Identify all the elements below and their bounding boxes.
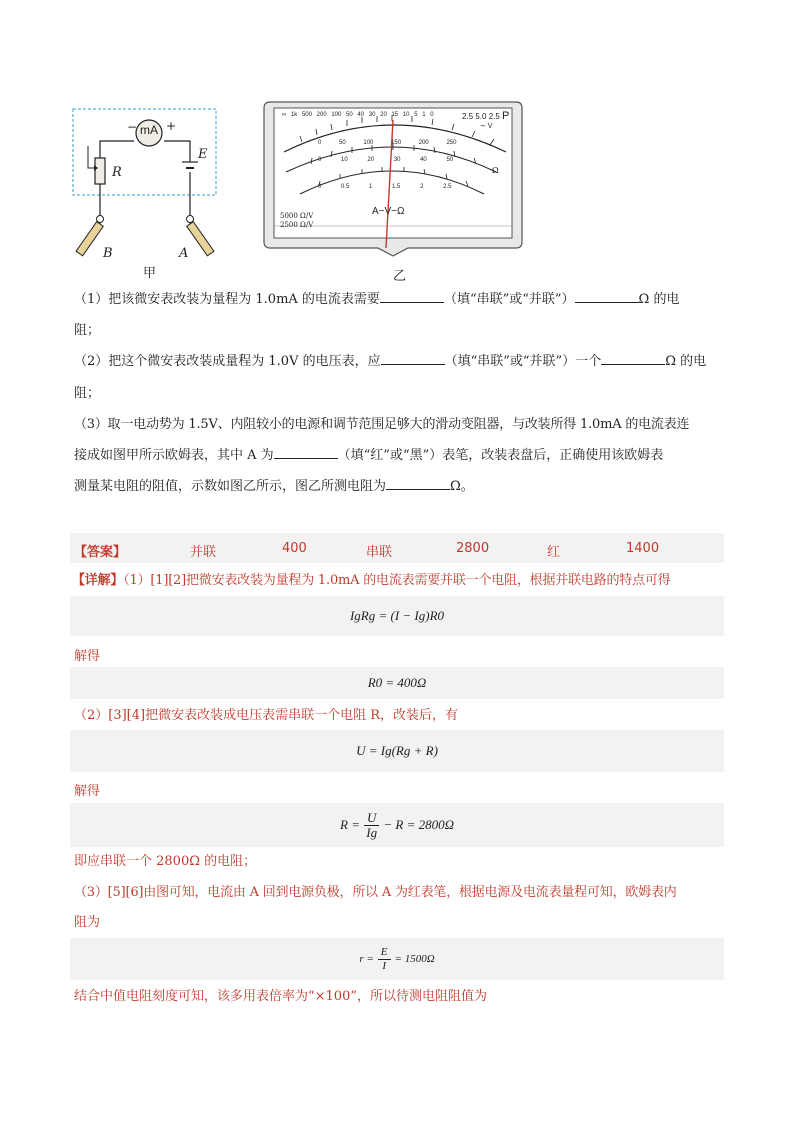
question-3: （3）取一电动势为 1.5V、内阻较小的电源和调节范围足够大的滑动变阻器，与改装所得 1.0mA 的电流表连 bbox=[74, 417, 690, 432]
ohm-tick: ∞ bbox=[282, 112, 287, 118]
plus-sign: + bbox=[166, 119, 177, 133]
f5-den: I bbox=[382, 959, 386, 972]
minus-sign: − bbox=[127, 120, 138, 134]
answer-bar bbox=[70, 533, 724, 563]
dial-note-1: 5000 Ω/V bbox=[280, 212, 314, 220]
ohm-tick: 0 bbox=[430, 112, 434, 118]
dial-top-right bbox=[462, 110, 509, 122]
mid2-tick: 50 bbox=[446, 157, 454, 163]
source-label: E bbox=[198, 147, 208, 162]
ohm-tick: 40 bbox=[357, 112, 365, 118]
question-1-cont: 阻； bbox=[74, 323, 101, 338]
range-label: 2.5 5.0 2.5 bbox=[462, 112, 500, 121]
q1-text: （1）把该微安表改装为量程为 1.0mA 的电流表需要 bbox=[74, 292, 380, 307]
question-2 bbox=[74, 352, 724, 372]
dial-low-scale bbox=[318, 184, 478, 190]
mid-tick: 0 bbox=[318, 140, 322, 146]
figure-caption-jia: 甲 bbox=[143, 266, 157, 281]
q2-blank-1[interactable] bbox=[381, 352, 445, 365]
mid-tick: 150 bbox=[391, 140, 402, 146]
f4-left: R = bbox=[340, 817, 360, 832]
dial-mid-scale2 bbox=[318, 157, 488, 163]
answer-item: 红 bbox=[547, 545, 561, 560]
f5-fraction bbox=[378, 946, 391, 973]
answer-item: 并联 bbox=[190, 545, 217, 560]
q3-blank-2[interactable] bbox=[386, 477, 450, 490]
mid2-tick: 0 bbox=[318, 157, 322, 163]
detail-p5: 结合中值电阻刻度可知，该多用表倍率为“×100”，所以待测电阻阻值为 bbox=[74, 989, 487, 1004]
f4-num: U bbox=[364, 811, 379, 826]
answer-item: 2800 bbox=[456, 541, 490, 556]
mid-tick: 50 bbox=[339, 140, 346, 146]
f5-left: r = bbox=[359, 953, 374, 965]
low-tick: 0 bbox=[318, 184, 322, 190]
dial-ac-sub: ∼ V bbox=[480, 123, 493, 130]
resistor-label: R bbox=[112, 165, 122, 180]
dial-center-label: A−V−Ω bbox=[372, 206, 405, 217]
formula-1: IgRg = (I − Ig)R0 bbox=[70, 596, 724, 636]
f5-right: = 1500Ω bbox=[394, 953, 435, 965]
probe-b-label: B bbox=[103, 246, 113, 261]
low-tick: 1.5 bbox=[392, 184, 401, 190]
solve-label-2: 解得 bbox=[74, 784, 101, 799]
ohm-tick: 200 bbox=[316, 112, 327, 118]
figure-caption-yi: 乙 bbox=[393, 269, 407, 284]
formula-5 bbox=[70, 938, 724, 980]
q3-blank-1[interactable] bbox=[274, 446, 338, 459]
answer-label: 【答案】 bbox=[74, 545, 127, 560]
low-tick: 1 bbox=[369, 184, 373, 190]
ohm-tick: 15 bbox=[391, 112, 399, 118]
ohm-tick: 1 bbox=[422, 112, 426, 118]
detail-p2: （2）[3][4]把微安表改装成电压表需串联一个电阻 R，改装后，有 bbox=[74, 708, 459, 723]
q1-blank-2[interactable] bbox=[575, 290, 639, 303]
answer-item: 1400 bbox=[626, 541, 660, 556]
detail-p4b: 阻为 bbox=[74, 915, 101, 930]
detail-p4a: （3）[5][6]由图可知，电流由 A 回到电源负极，所以 A 为红表笔，根据电源及电流表量程可知，欧姆表内 bbox=[74, 885, 677, 900]
f4-fraction bbox=[364, 811, 379, 840]
low-tick: 2 bbox=[420, 184, 424, 190]
ohm-tick: 20 bbox=[380, 112, 387, 118]
answer-item: 400 bbox=[282, 541, 307, 556]
probe-a-label: A bbox=[179, 246, 189, 261]
q2-text: （2）把这个微安表改装成量程为 1.0V 的电压表，应 bbox=[74, 354, 381, 369]
q2-text-c: Ω 的电 bbox=[665, 354, 707, 369]
low-tick: 0.5 bbox=[341, 184, 350, 190]
q3-text-e: Ω。 bbox=[450, 479, 474, 494]
formula-3: U = Ig(Rg + R) bbox=[70, 730, 724, 772]
mid2-tick: 40 bbox=[420, 157, 427, 163]
question-3-line3 bbox=[74, 477, 724, 497]
detail-p1 bbox=[72, 571, 724, 591]
mid2-tick: 30 bbox=[393, 157, 401, 163]
formula-4 bbox=[70, 803, 724, 847]
mid2-tick: 10 bbox=[341, 157, 348, 163]
dial-omega-unit: Ω bbox=[492, 166, 499, 175]
ohm-tick: 500 bbox=[301, 112, 312, 118]
q3-text-c: （填“红”或“黑”）表笔，改装表盘后，正确使用该欧姆表 bbox=[337, 448, 664, 463]
detail-p1-text: （1）[1][2]把微安表改装为量程为 1.0mA 的电流表需要并联一个电阻，根据并联电路的特点可得 bbox=[123, 573, 671, 588]
question-3-line2 bbox=[74, 446, 724, 466]
q1-text-b: （填“串联”或“并联”） bbox=[443, 292, 575, 307]
ohm-tick: 1k bbox=[290, 112, 298, 118]
f5-num: E bbox=[378, 946, 391, 960]
detail-label: 【详解】 bbox=[72, 573, 124, 588]
q2-blank-2[interactable] bbox=[601, 352, 665, 365]
dial-mid-scale bbox=[318, 140, 488, 146]
ohm-tick: 50 bbox=[346, 112, 353, 118]
q1-blank-1[interactable] bbox=[380, 290, 444, 303]
question-1 bbox=[74, 290, 724, 310]
formula-2: R0 = 400Ω bbox=[70, 667, 724, 699]
q1-text-c: Ω 的电 bbox=[638, 292, 680, 307]
ohm-tick: 100 bbox=[331, 112, 342, 118]
mid-tick: 200 bbox=[418, 140, 429, 146]
f4-right: − R = 2800Ω bbox=[383, 817, 454, 832]
dial-note-2: 2500 Ω/V bbox=[280, 221, 314, 229]
q2-text-b: （填“串联”或“并联”）一个 bbox=[444, 354, 602, 369]
ohm-tick: 30 bbox=[368, 112, 376, 118]
range-p: P bbox=[502, 110, 510, 122]
mid-tick: 250 bbox=[446, 140, 457, 146]
f4-den: Ig bbox=[366, 824, 378, 840]
mid2-tick: 20 bbox=[367, 157, 375, 163]
low-tick: 2.5 bbox=[443, 184, 452, 190]
meter-label: mA bbox=[140, 123, 158, 137]
question-2-cont: 阻； bbox=[74, 386, 101, 401]
detail-p3: 即应串联一个 2800Ω 的电阻； bbox=[74, 854, 257, 869]
ohm-tick: 10 bbox=[402, 112, 410, 118]
mid-tick: 100 bbox=[363, 140, 374, 146]
solve-label-1: 解得 bbox=[74, 649, 101, 664]
answer-item: 串联 bbox=[366, 545, 393, 560]
q3-text-b: 接成如图甲所示欧姆表，其中 A 为 bbox=[74, 448, 274, 463]
ohm-tick: 5 bbox=[414, 112, 418, 118]
q3-text-d: 测量某电阻的阻值，示数如图乙所示，图乙所测电阻为 bbox=[74, 479, 387, 494]
